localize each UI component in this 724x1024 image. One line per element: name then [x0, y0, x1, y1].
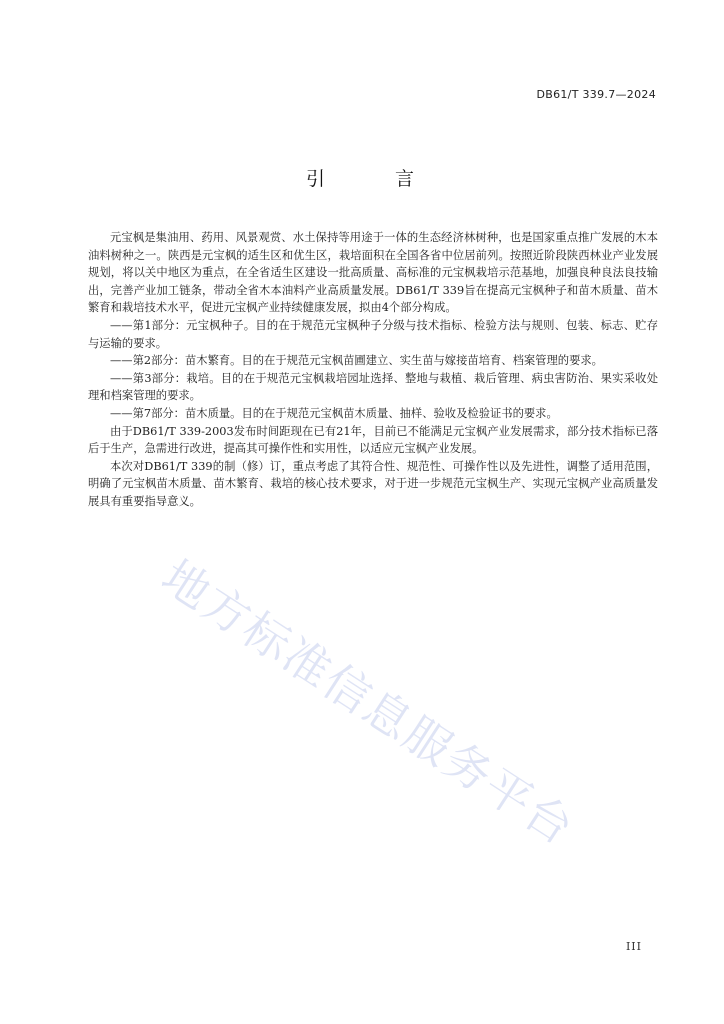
document-code: DB61/T 339.7—2024 [536, 88, 656, 101]
watermark: 地方标准信息服务平台 [152, 549, 585, 856]
document-body [88, 229, 658, 511]
paragraph-revision: 本次对DB61/T 339的制（修）订，重点考虑了其符合性、规范性、可操作性以及先进性，调整了适用范围，明确了元宝枫苗木质量、苗木繁育、栽培的核心技术要求，对于进一步规范元宝枫生产、实现元宝枫产业高质量发展具有重要指导意义。 [88, 459, 658, 508]
paragraph-part-3: ——第3部分：栽培。目的在于规范元宝枫栽培园址选择、整地与栽植、栽后管理、病虫害防治、果实采收处理和档案管理的要求。 [88, 371, 658, 403]
paragraph-part-2: ——第2部分：苗木繁育。目的在于规范元宝枫苗圃建立、实生苗与嫁接苗培育、档案管理的要求。 [110, 354, 603, 368]
section-title: 引 言 [305, 168, 447, 190]
paragraph-background: 由于DB61/T 339-2003发布时间距现在已有21年，目前已不能满足元宝枫产业发展需求，部分技术指标已落后于生产，急需进行改进，提高其可操作性和实用性，以适应元宝枫产业发展。 [88, 424, 658, 456]
page-number: III [625, 940, 642, 953]
paragraph-intro: 元宝枫是集油用、药用、风景观赏、水土保持等用途于一体的生态经济林树种，也是国家重点推广发展的木本油料树种之一。陕西是元宝枫的适生区和优生区，栽培面积在全国各省中位居前列。按照近阶段陕西林业产业发展规划，将以关中地区为重点，在全省适生区建设一批高质量、高标准的元宝枫栽培示范基地，加强良种良法良技输出，完善产业加工链条，带动全省木本油料产业高质量发展。DB61/T 339旨在提高元宝枫种子和苗木质量、苗木繁育和栽培技术水平，促进元宝枫产业持续健康发展，拟由4个部分构成。 [88, 231, 658, 315]
paragraph-part-7: ——第7部分：苗木质量。目的在于规范元宝枫苗木质量、抽样、验收及检验证书的要求。 [110, 406, 558, 420]
paragraph-part-1: ——第1部分：元宝枫种子。目的在于规范元宝枫种子分级与技术指标、检验方法与规则、包装、标志、贮存与运输的要求。 [88, 318, 658, 350]
